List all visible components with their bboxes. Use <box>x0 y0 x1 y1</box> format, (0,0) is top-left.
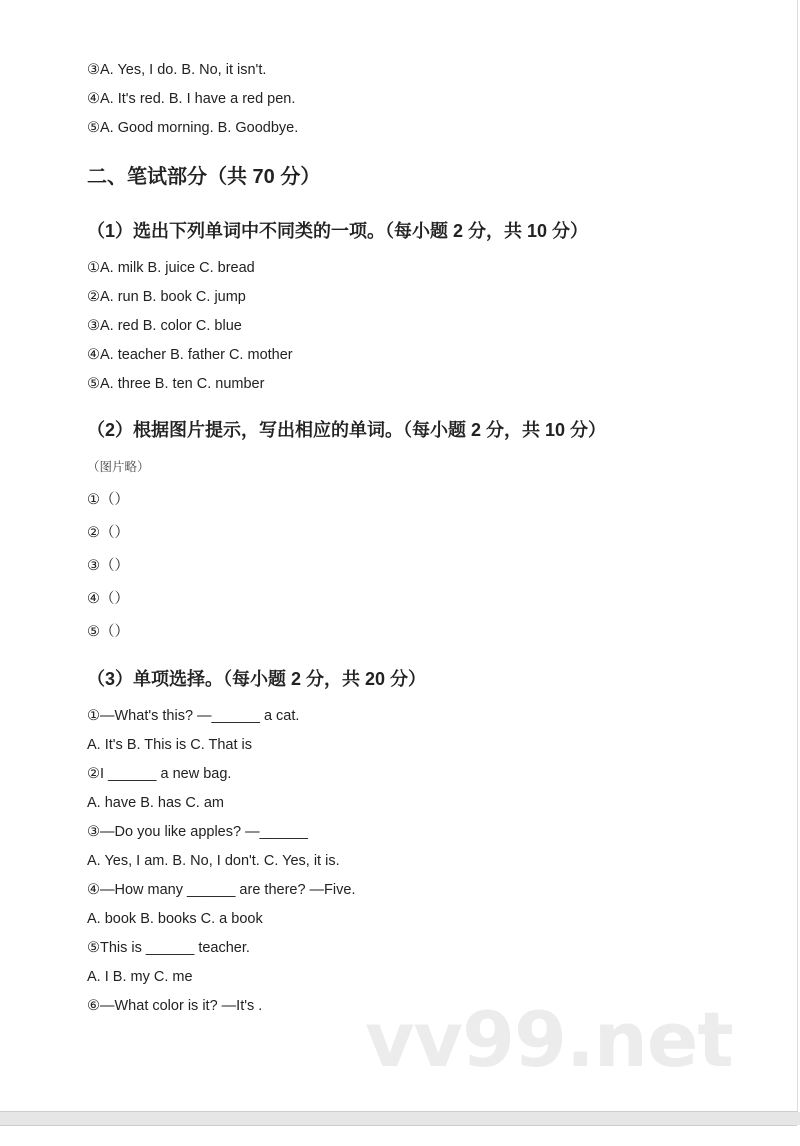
part2-item: ⑤（） <box>87 624 129 640</box>
part2-item: ①（） <box>87 492 129 508</box>
listening-item-4: ④A. It's red. B. I have a red pen. <box>87 91 296 107</box>
part3-options: A. have B. has C. am <box>87 795 225 811</box>
part3-options: A. Yes, I am. B. No, I don't. C. Yes, it is. <box>87 853 340 869</box>
part3-question: ④—How many ______ are there? —Five. <box>87 882 356 898</box>
part1-title: （1）选出下列单词中不同类的一项。（每小题 2 分，共 10 分） <box>87 221 589 241</box>
page-gap <box>0 1112 800 1125</box>
section-title: 二、笔试部分（共 70 分） <box>87 166 321 188</box>
part3-options: A. I B. my C. me <box>87 969 193 985</box>
part2-item: ②（） <box>87 525 129 541</box>
part1-item: ③A. red B. color C. blue <box>87 318 242 334</box>
part1-item: ②A. run B. book C. jump <box>87 289 246 305</box>
watermark: vv99.net <box>365 995 733 1084</box>
part1-item: ⑤A. three B. ten C. number <box>87 376 265 392</box>
part2-item: ③（） <box>87 558 129 574</box>
part3-question: ③—Do you like apples? —______ <box>87 824 308 840</box>
part2-note: （图片略） <box>87 460 150 474</box>
next-page <box>0 1125 797 1146</box>
part2-title: （2）根据图片提示，写出相应的单词。（每小题 2 分，共 10 分） <box>87 420 607 440</box>
part3-question: ⑤This is ______ teacher. <box>87 940 250 956</box>
part1-item: ④A. teacher B. father C. mother <box>87 347 293 363</box>
listening-item-5: ⑤A. Good morning. B. Goodbye. <box>87 120 299 136</box>
part3-question: ②I ______ a new bag. <box>87 766 232 782</box>
part3-options: A. It's B. This is C. That is <box>87 737 253 753</box>
part3-question: ①—What's this? —______ a cat. <box>87 708 300 724</box>
part3-title: （3）单项选择。（每小题 2 分，共 20 分） <box>87 669 427 689</box>
part2-item: ④（） <box>87 591 129 607</box>
part1-item: ①A. milk B. juice C. bread <box>87 260 255 276</box>
part3-question: ⑥—What color is it? —It's . <box>87 998 263 1014</box>
part3-options: A. book B. books C. a book <box>87 911 263 927</box>
listening-item-3: ③A. Yes, I do. B. No, it isn't. <box>87 62 267 78</box>
